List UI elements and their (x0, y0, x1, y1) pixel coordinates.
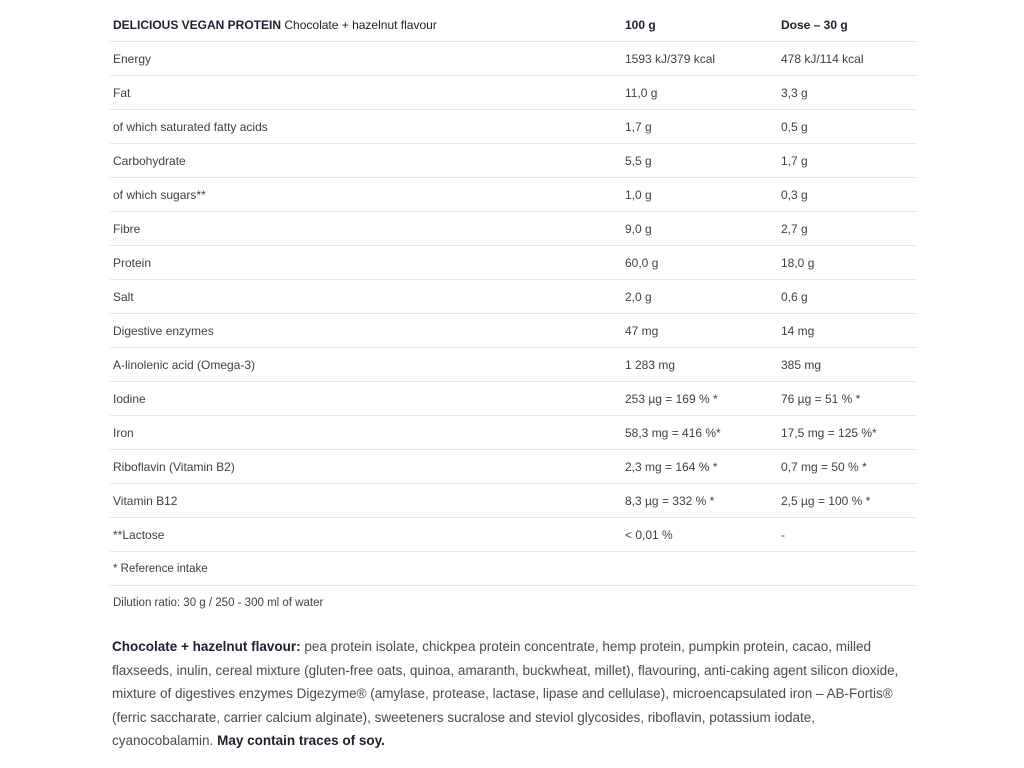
allergen-warning: May contain traces of soy. (217, 733, 385, 748)
row-label: of which sugars** (110, 178, 622, 212)
ingredients-heading: Chocolate + hazelnut flavour: (112, 639, 301, 654)
row-label: Fat (110, 76, 622, 110)
reference-note-row (110, 552, 916, 586)
table-row (110, 382, 916, 416)
table-row (110, 518, 916, 552)
row-label: Carbohydrate (110, 144, 622, 178)
row-value-dose: 385 mg (778, 348, 916, 382)
row-value-dose: 14 mg (778, 314, 916, 348)
table-row (110, 212, 916, 246)
row-value-100g: 1593 kJ/379 kcal (622, 42, 778, 76)
table-row (110, 76, 916, 110)
table-row (110, 348, 916, 382)
row-value-dose: 0,3 g (778, 178, 916, 212)
row-value-100g: 1,0 g (622, 178, 778, 212)
row-value-100g: 2,0 g (622, 280, 778, 314)
row-label: Protein (110, 246, 622, 280)
row-value-dose: 17,5 mg = 125 %* (778, 416, 916, 450)
ingredients-paragraph (112, 635, 918, 753)
row-value-dose: 478 kJ/114 kcal (778, 42, 916, 76)
row-label: Riboflavin (Vitamin B2) (110, 450, 622, 484)
row-label: A-linolenic acid (Omega-3) (110, 348, 622, 382)
table-row (110, 110, 916, 144)
row-value-100g: 9,0 g (622, 212, 778, 246)
product-flavour: Chocolate + hazelnut flavour (284, 17, 437, 32)
header-100g: 100 g (622, 8, 778, 42)
row-label: Energy (110, 42, 622, 76)
row-value-100g: 58,3 mg = 416 %* (622, 416, 778, 450)
row-value-dose: 0,6 g (778, 280, 916, 314)
nutrition-rows (110, 42, 916, 552)
nutrition-table (110, 8, 916, 619)
row-label: Iodine (110, 382, 622, 416)
product-name: DELICIOUS VEGAN PROTEIN (113, 17, 282, 32)
row-value-dose: 18,0 g (778, 246, 916, 280)
header-dose: Dose – 30 g (778, 8, 916, 42)
row-value-100g: < 0,01 % (622, 518, 778, 552)
nutrition-section (110, 8, 916, 753)
row-value-dose: 2,7 g (778, 212, 916, 246)
table-header-row (110, 8, 916, 42)
table-row (110, 484, 916, 518)
row-value-100g: 5,5 g (622, 144, 778, 178)
row-label: Iron (110, 416, 622, 450)
row-value-dose: 2,5 µg = 100 % * (778, 484, 916, 518)
row-label: Digestive enzymes (110, 314, 622, 348)
table-row (110, 178, 916, 212)
row-value-dose: 3,3 g (778, 76, 916, 110)
row-label: Vitamin B12 (110, 484, 622, 518)
row-value-dose: - (778, 518, 916, 552)
row-value-100g: 11,0 g (622, 76, 778, 110)
row-value-100g: 1 283 mg (622, 348, 778, 382)
row-value-dose: 0,7 mg = 50 % * (778, 450, 916, 484)
row-value-dose: 1,7 g (778, 144, 916, 178)
dilution-note-row (110, 586, 916, 620)
row-value-dose: 76 µg = 51 % * (778, 382, 916, 416)
row-value-dose: 0,5 g (778, 110, 916, 144)
row-value-100g: 47 mg (622, 314, 778, 348)
row-value-100g: 2,3 mg = 164 % * (622, 450, 778, 484)
table-row (110, 314, 916, 348)
table-row (110, 450, 916, 484)
table-row (110, 246, 916, 280)
row-label: Salt (110, 280, 622, 314)
dilution-note: Dilution ratio: 30 g / 250 - 300 ml of water (113, 596, 324, 609)
row-label: **Lactose (110, 518, 622, 552)
table-row (110, 42, 916, 76)
header-product (110, 8, 622, 42)
row-value-100g: 253 µg = 169 % * (622, 382, 778, 416)
table-row (110, 144, 916, 178)
row-value-100g: 60,0 g (622, 246, 778, 280)
table-row (110, 280, 916, 314)
row-label: of which saturated fatty acids (110, 110, 622, 144)
row-value-100g: 8,3 µg = 332 % * (622, 484, 778, 518)
table-row (110, 416, 916, 450)
ingredients-text: pea protein isolate, chickpea protein concentrate, hemp protein, pumpkin protein, cacao, milled flaxseeds, inulin, cereal mixture (gluten-free oats, quinoa, amaranth, buckwheat, millet), flavouring, anti-caking agent silicon dioxide, mixture of digestives enzymes Digezyme® (amylase, protease, lactase, lipase and cellulase), microencapsulated iron – AB-Fortis® (ferric saccharate, carrier calcium alginate), sweeteners sucralose and steviol glycosides, riboflavin, potassium iodate, cyanocobalamin. (112, 639, 899, 748)
reference-note: * Reference intake (110, 552, 916, 586)
row-label: Fibre (110, 212, 622, 246)
row-value-100g: 1,7 g (622, 110, 778, 144)
